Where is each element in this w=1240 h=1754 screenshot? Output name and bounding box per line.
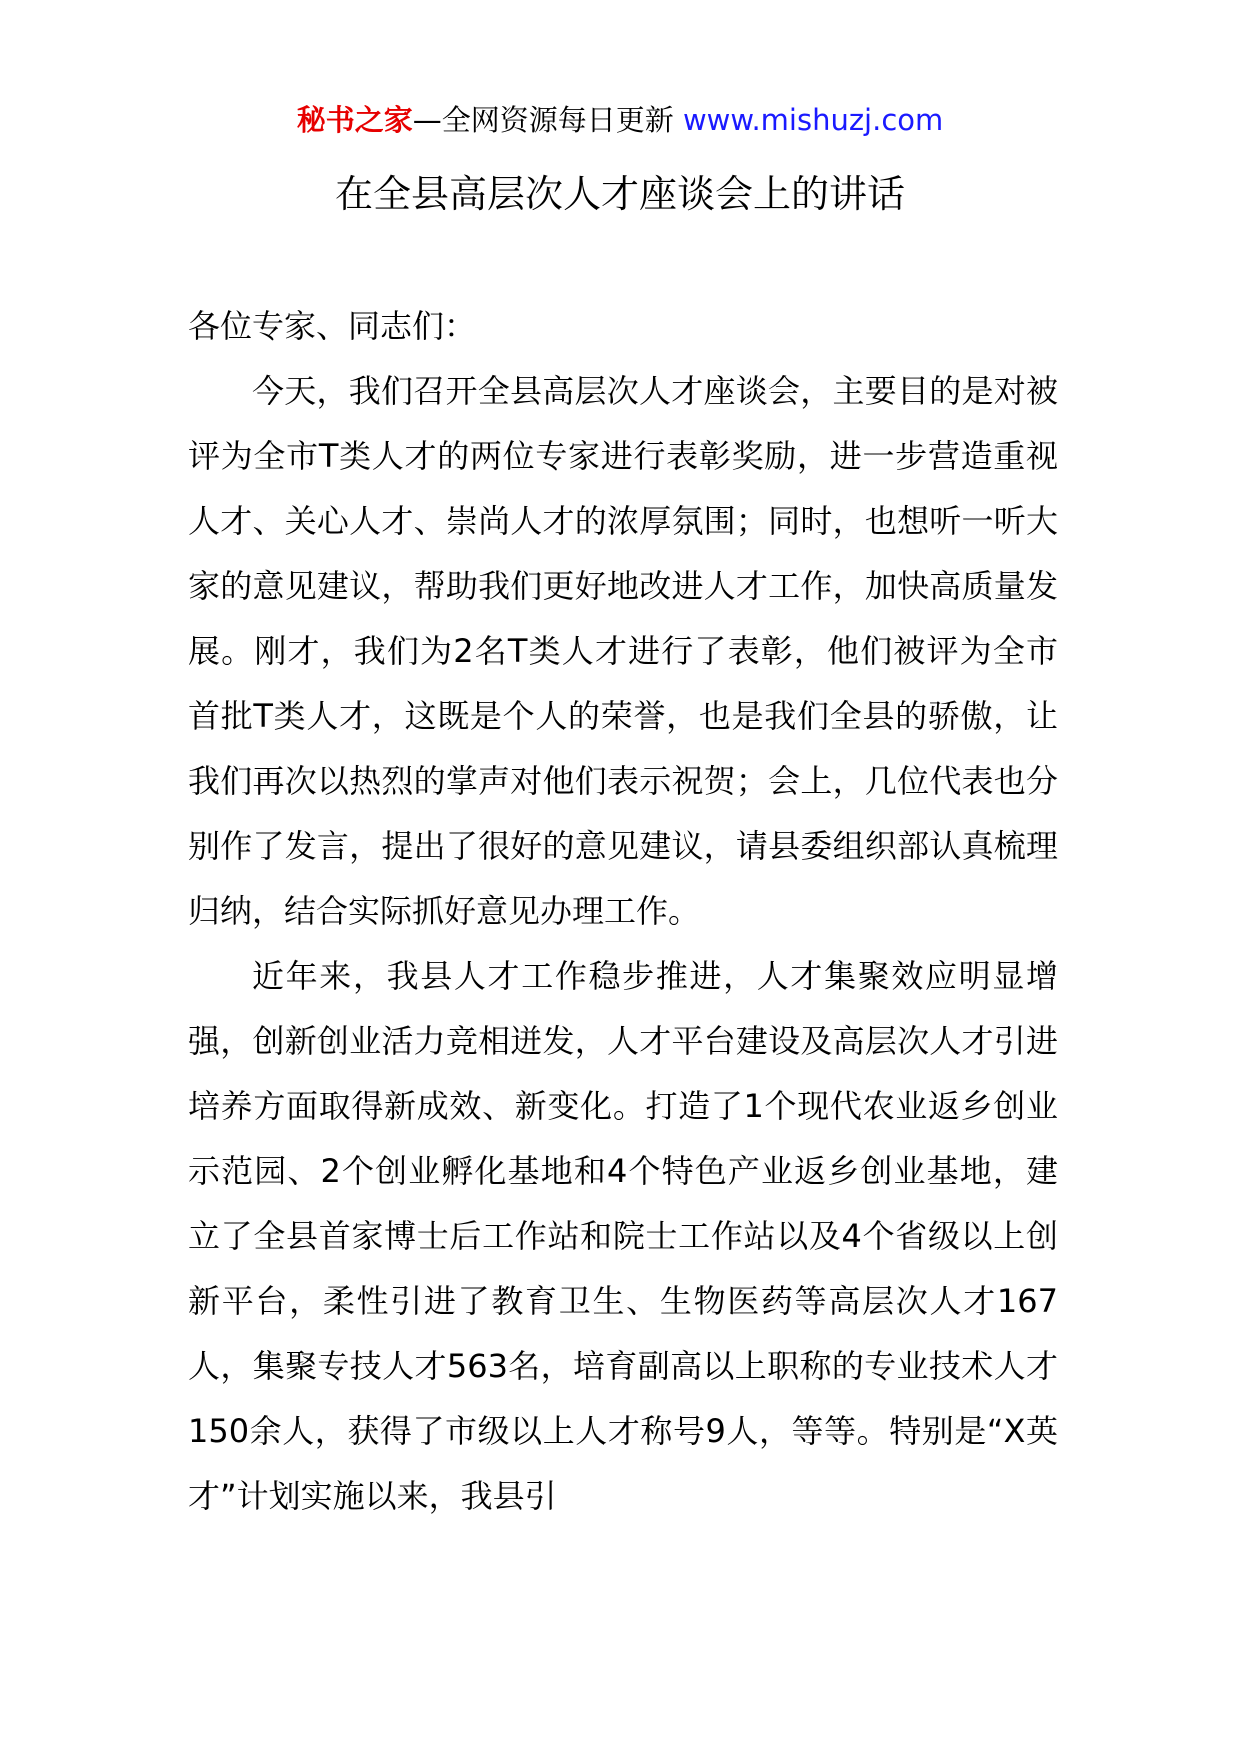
- site-tagline: —全网资源每日更新: [412, 103, 674, 137]
- body-paragraph: 近年来，我县人才工作稳步推进，人才集聚效应明显增强，创新创业活力竞相迸发，人才平台建设及高层次人才引进培养方面取得新成效、新变化。打造了1个现代农业返乡创业示范园、2个创业孵化基地和4个特色产业返乡创业基地，建立了全县首家博士后工作站和院士工作站以及4个省级以上创新平台，柔性引进了教育卫生、生物医药等高层次人才167人，集聚专技人才563名，培育副高以上职称的专业技术人才150余人，获得了市级以上人才称号9人，等等。特别是“X英才”计划实施以来，我县引: [188, 957, 1058, 1515]
- site-header: [0, 100, 1240, 140]
- brand-name: 秘书之家: [296, 103, 413, 137]
- salutation: 各位专家、同志们：: [188, 307, 477, 345]
- document-body: [188, 294, 1058, 1529]
- document-title: 在全县高层次人才座谈会上的讲话: [334, 172, 905, 216]
- body-paragraph: 今天，我们召开全县高层次人才座谈会，主要目的是对被评为全市T类人才的两位专家进行表彰奖励，进一步营造重视人才、关心人才、崇尚人才的浓厚氛围；同时，也想听一听大家的意见建议，帮助我们更好地改进人才工作，加快高质量发展。刚才，我们为2名T类人才进行了表彰，他们被评为全市首批T类人才，这既是个人的荣誉，也是我们全县的骄傲，让我们再次以热烈的掌声对他们表示祝贺；会上，几位代表也分别作了发言，提出了很好的意见建议，请县委组织部认真梳理归纳，结合实际抓好意见办理工作。: [188, 372, 1058, 930]
- site-url-link[interactable]: www.mishuzj.com: [682, 103, 944, 137]
